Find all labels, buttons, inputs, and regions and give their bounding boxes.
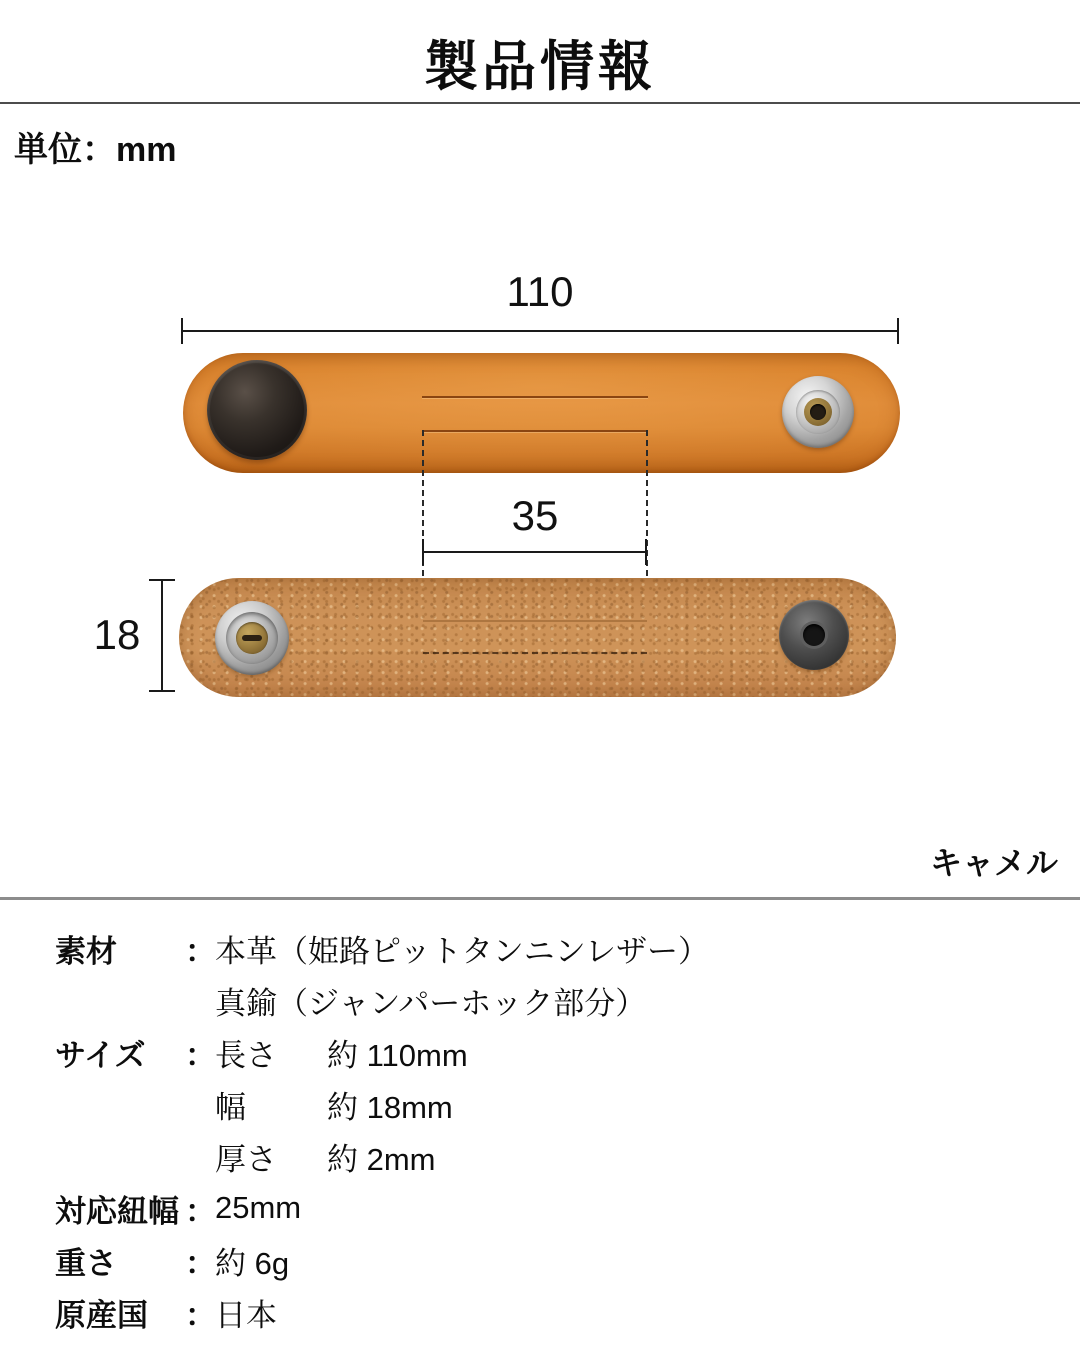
spec-value: 本革（姫路ピットタンニンレザー） [215, 933, 709, 969]
strap-slit-upper [422, 396, 648, 398]
width-dimension-line [161, 579, 163, 692]
spec-label: 対応紐幅 [55, 1193, 179, 1229]
length-dimension-line [182, 330, 898, 332]
width-dimension-tick-top [149, 579, 175, 581]
spec-row-size-width [55, 1078, 1035, 1130]
leather-strap-back [179, 578, 896, 697]
spec-value: 約 110mm [327, 1037, 468, 1073]
slit-dimension-tick-left [422, 539, 424, 565]
hidden-slit-impression [423, 620, 647, 622]
spec-colon: ： [185, 933, 216, 969]
unit-label: 単位：mm [14, 131, 177, 169]
spec-table [55, 922, 1035, 1338]
strap-slit-lower [422, 430, 648, 432]
spec-label: サイズ [55, 1037, 146, 1073]
spec-colon: ： [185, 1037, 216, 1073]
spec-label: 原産国 [55, 1297, 148, 1333]
color-variant-label: キャメル [929, 845, 1058, 881]
spec-row-size-thickness [55, 1130, 1035, 1182]
snap-button-washer [779, 600, 849, 670]
spec-sublabel: 幅 [215, 1089, 246, 1125]
slit-dimension-value: 35 [511, 492, 559, 539]
snap-button-cap [207, 360, 307, 460]
spec-value: 日本 [215, 1297, 277, 1333]
spec-value: 約 6g [215, 1245, 290, 1281]
spec-row-strap-width [55, 1182, 1035, 1234]
snap-post-slot [242, 635, 262, 641]
spec-label: 素材 [55, 933, 117, 969]
spec-colon: ： [185, 1193, 216, 1229]
length-dimension-value: 110 [506, 268, 574, 315]
slit-dimension-line [423, 551, 647, 553]
length-dimension-tick-right [897, 318, 899, 344]
hidden-slit-dashed-line [423, 652, 647, 654]
spec-row-origin [55, 1286, 1035, 1338]
snap-post-recess [226, 612, 278, 664]
spec-value: 真鍮（ジャンパーホック部分） [215, 985, 647, 1021]
spec-row-size-length [55, 1026, 1035, 1078]
spec-row-material [55, 922, 1035, 974]
snap-washer-hole [803, 624, 825, 646]
snap-socket-brass-ring [804, 398, 832, 426]
spec-value: 約 2mm [327, 1141, 436, 1177]
slit-dimension-tick-right [645, 539, 647, 565]
spec-value: 約 18mm [327, 1089, 453, 1125]
width-dimension-tick-bottom [149, 690, 175, 692]
width-dimension-value: 18 [93, 611, 141, 658]
leather-strap-front [183, 353, 900, 473]
spec-colon: ： [185, 1297, 216, 1333]
spec-sublabel: 長さ [215, 1037, 277, 1073]
spec-colon: ： [185, 1245, 216, 1281]
snap-post-brass-center [236, 622, 268, 654]
snap-socket-hole [810, 404, 826, 420]
length-dimension-tick-left [181, 318, 183, 344]
snap-button-socket [782, 376, 854, 448]
spec-sublabel: 厚さ [215, 1141, 277, 1177]
spec-row-material-2 [55, 974, 1035, 1026]
page-title: 製品情報 [424, 37, 656, 97]
spec-label: 重さ [55, 1245, 117, 1281]
spec-value: 25mm [215, 1190, 302, 1225]
snap-socket-ring [796, 390, 840, 434]
header-divider [0, 102, 1080, 104]
section-divider [0, 897, 1080, 900]
spec-row-weight [55, 1234, 1035, 1286]
snap-button-post [215, 601, 289, 675]
